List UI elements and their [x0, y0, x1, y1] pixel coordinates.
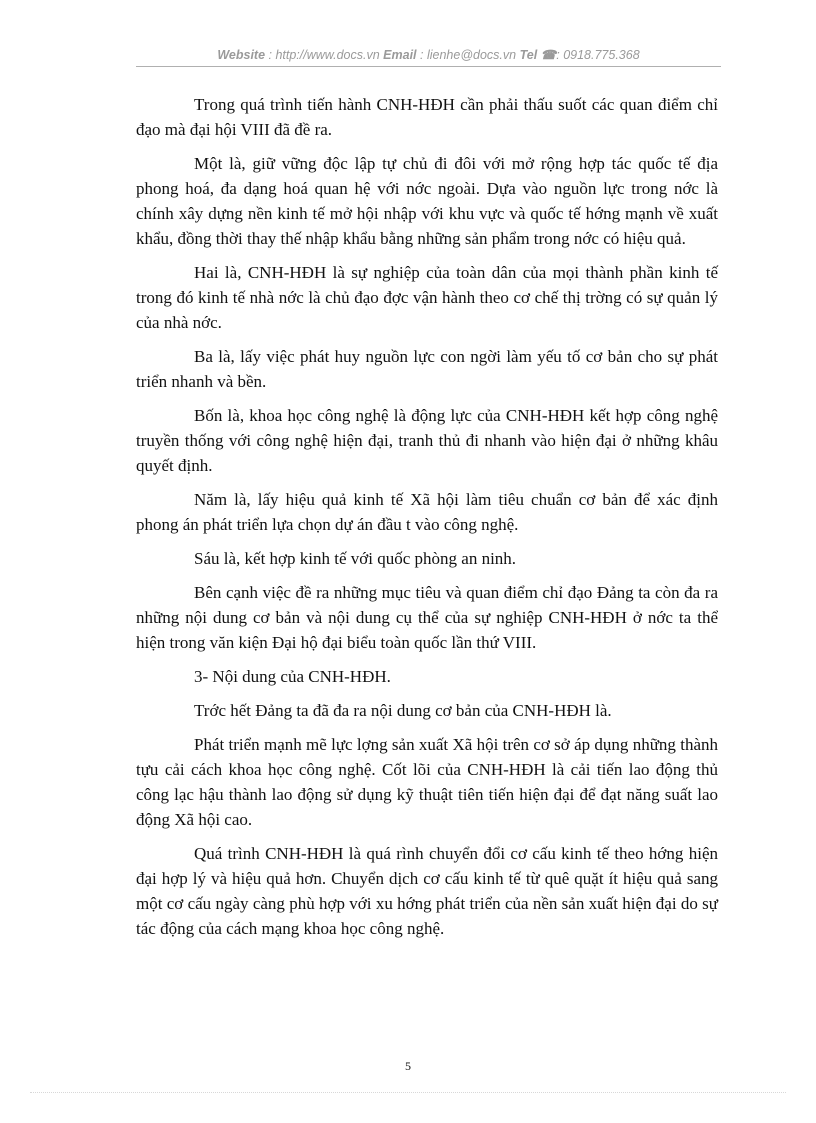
paragraph: Phát triển mạnh mẽ lực lợng sản xuất Xã hội trên cơ sở áp dụng những thành tựu cải cách khoa học công nghệ. Cốt lõi của CNH-HĐH là cải tiến lao động thủ công lạc hậu thành lao động sử dụng kỹ thuật tiên tiến hiện đại để đạt năng suất lao động Xã hội cao.: [136, 735, 718, 829]
paragraph: Quá trình CNH-HĐH là quá rình chuyển đổi cơ cấu kinh tế theo hớng hiện đại hợp lý và hiệu quả hơn. Chuyển dịch cơ cấu kinh tế từ quê quặt ít hiệu quả sang một cơ cấu ngày càng phù hợp với xu hớng phát triển của nền sản xuất hiện đại do sự tác động của cách mạng khoa học công nghệ.: [136, 844, 718, 938]
page-number: 5: [405, 1059, 411, 1073]
email-label: Email: [383, 48, 417, 62]
tel-label: Tel: [519, 48, 538, 62]
paragraph: Ba là, lấy việc phát huy nguồn lực con ngời làm yếu tố cơ bản cho sự phát triển nhanh và bền.: [136, 347, 718, 391]
paragraph: Hai là, CNH-HĐH là sự nghiệp của toàn dân của mọi thành phần kinh tế trong đó kinh tế nhà nớc là chủ đạo đợc vận hành theo cơ chế thị trờng có sự quản lý của nhà nớc.: [136, 263, 718, 332]
paragraph: Trớc hết Đảng ta đã đa ra nội dung cơ bản của CNH-HĐH là.: [194, 701, 612, 720]
section-heading: 3- Nội dung của CNH-HĐH.: [194, 667, 391, 686]
header-divider: [136, 66, 721, 67]
footer-divider: [30, 1092, 786, 1093]
website-label: Website: [217, 48, 266, 62]
email-value: : lienhe@docs.vn: [420, 48, 517, 62]
document-body: [136, 92, 718, 950]
paragraph: Một là, giữ vững độc lập tự chủ đi đôi với mở rộng hợp tác quốc tế địa phong hoá, đa dạng hoá quan hệ với nớc ngoài. Dựa vào nguồn lực trong nớc là chính xây dựng nền kinh tế mở hội nhập với khu vực và quốc tế hớng mạnh về xuất khẩu, đồng thời thay thế nhập khẩu bằng những sản phẩm trong nớc có hiệu quả.: [136, 154, 718, 248]
phone-icon: ☎: [540, 48, 557, 62]
paragraph: Sáu là, kết hợp kinh tế với quốc phòng an ninh.: [194, 549, 517, 568]
page-header: [136, 47, 721, 62]
website-value: : http://www.docs.vn: [268, 48, 380, 62]
paragraph: Bốn là, khoa học công nghệ là động lực của CNH-HĐH kết hợp công nghệ truyền thống với công nghệ hiện đại, tranh thủ đi nhanh vào hiện đại ở những khâu quyết định.: [136, 406, 718, 475]
tel-value: : 0918.775.368: [556, 48, 640, 62]
paragraph: Năm là, lấy hiệu quả kinh tế Xã hội làm tiêu chuẩn cơ bản để xác định phong án phát triển lựa chọn dự án đầu t vào công nghệ.: [136, 490, 718, 534]
paragraph: Trong quá trình tiến hành CNH-HĐH cần phải thấu suốt các quan điểm chỉ đạo mà đại hội VIII đã đề ra.: [136, 95, 718, 139]
paragraph: Bên cạnh việc đề ra những mục tiêu và quan điểm chỉ đạo Đảng ta còn đa ra những nội dung cơ bản và nội dung cụ thể của sự nghiệp CNH-HĐH ở nớc ta thể hiện trong văn kiện Đại hộ đại biểu toàn quốc lần thứ VIII.: [136, 583, 718, 652]
